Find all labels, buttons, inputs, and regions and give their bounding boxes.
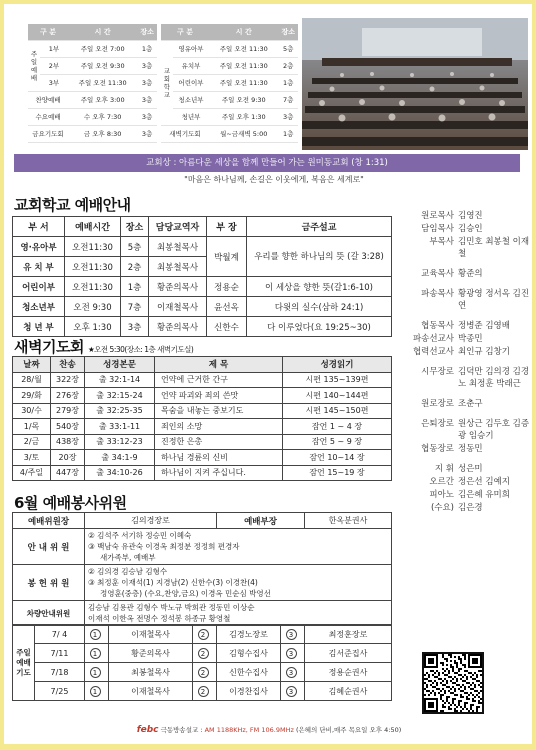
dawn-title: 진정한 은총: [155, 434, 283, 450]
staff-gap: [404, 359, 530, 366]
dawn-row: [13, 465, 392, 481]
school-cat: 어린이부: [173, 74, 209, 91]
offering-line: ② 김의경 김승남 김형수: [88, 567, 168, 576]
slot-number-circle: 2: [198, 667, 209, 678]
school-pastor: 최봉철목사: [149, 237, 207, 257]
prayer-slot-number: [281, 682, 305, 701]
guide-line: 새가족부, 예배부: [100, 553, 156, 562]
church-motto-banner: 교회상 : 아름다운 세상을 함께 만들어 가는 원미동교회 (창 1:31): [14, 154, 520, 172]
worship-time: 주일 오전 11:30: [68, 74, 137, 91]
staff-role: 파송선교사: [412, 334, 454, 344]
slot-number-circle: 1: [90, 629, 101, 640]
staff-entry: [404, 489, 530, 501]
staff-entry: [404, 476, 530, 488]
dawn-header-reading: 성경읽기: [283, 357, 392, 373]
committee-table: [12, 512, 392, 626]
worship-cat: 수요예배: [28, 108, 68, 125]
offering-label: 봉 헌 위 원: [13, 565, 85, 601]
worship-place: 3층: [137, 57, 157, 74]
staff-gap: [404, 261, 530, 268]
dawn-reading: 잠언 10~14 장: [283, 450, 392, 466]
guide-line: ③ 백남숙 유관숙 이경옥 최정분 정정희 편경자: [88, 542, 240, 551]
offering-members: [85, 565, 392, 601]
staff-role: 협력선교사: [412, 347, 454, 357]
staff-entry: [404, 288, 530, 312]
vehicle-label: 차량안내위원: [13, 601, 85, 626]
staff-role: 원로목사: [421, 211, 454, 221]
school-cat: 청년부: [173, 108, 209, 125]
church-slogan: "마음은 하나님께, 손길은 이웃에게, 복음은 세계로": [184, 175, 364, 184]
staff-role: 담임목사: [421, 224, 454, 234]
worship-times-table: [28, 24, 298, 143]
worship-time: 수 오후 7:30: [68, 108, 137, 125]
school-time: 주일 오전 11:30: [209, 57, 278, 74]
dawn-reading: 잠언 1 ~ 4 장: [283, 419, 392, 435]
school-time: 주일 오전 11:30: [209, 74, 278, 91]
worship-time-row: [28, 40, 298, 57]
slot-number-circle: 2: [198, 686, 209, 697]
school-place: 3층: [121, 317, 149, 337]
prayer-slot-number: [85, 663, 109, 682]
staff-names: 김덕만 김의경 김경노 최정훈 박래근: [458, 367, 530, 389]
dawn-hymn: 447장: [51, 465, 85, 481]
staff-role: 지 휘: [434, 464, 454, 474]
slot-number-circle: 1: [90, 648, 101, 659]
prayer-date: 7/18: [35, 663, 85, 682]
staff-role: 교육목사: [421, 269, 454, 279]
wt-header-place-right: 장소: [278, 24, 298, 40]
staff-gap: [404, 281, 530, 288]
chair-name: 김의경장로: [85, 513, 217, 529]
prayer-slot-number: [85, 625, 109, 644]
staff-names: 황준의: [458, 269, 483, 279]
guide-line: ② 김석주 서기하 정승민 이혜숙: [88, 531, 192, 540]
staff-entry: [404, 418, 530, 442]
dawn-text: 출 32:1-14: [85, 372, 155, 388]
staff-names: 최인규 김창기: [458, 347, 510, 357]
staff-names: 정동민: [458, 444, 483, 454]
worship-time: 주일 오전 7:00: [68, 40, 137, 57]
prayer-person: 이경찬집사: [217, 682, 281, 701]
dawn-section-note: ★오전 5:30(장소: 1층 새벽기도실): [87, 345, 194, 354]
staff-names: 원상근 김두호 김증광 임승기: [458, 419, 530, 441]
guide-members: [85, 529, 392, 565]
slot-number-circle: 1: [90, 667, 101, 678]
school-dept: 청소년부: [13, 297, 65, 317]
staff-names: 김은경: [458, 503, 483, 513]
dawn-date: 1/목: [13, 419, 51, 435]
column-gap: [157, 74, 161, 91]
staff-entry: [404, 502, 530, 514]
school-place: 3층: [278, 108, 298, 125]
staff-role: 은퇴장로: [421, 419, 454, 429]
worship-time: 금 오후 8:30: [68, 125, 137, 142]
dawn-header-hymn: 찬송: [51, 357, 85, 373]
staff-entry: [404, 223, 530, 235]
dawn-reading: 잠언 15~19 장: [283, 465, 392, 481]
dawn-reading: 시편 140~144편: [283, 388, 392, 404]
school-dept: 유 치 부: [13, 257, 65, 277]
worship-place: 1층: [137, 40, 157, 57]
school-row: [13, 277, 392, 297]
dawn-hymn: 20장: [51, 450, 85, 466]
worship-time-row: [28, 125, 298, 142]
staff-names: 김승인: [458, 224, 483, 234]
school-pastor: 황준의목사: [149, 277, 207, 297]
school-header-pastor: 담당교역자: [149, 217, 207, 237]
dawn-row: [13, 419, 392, 435]
staff-gap: [404, 456, 530, 463]
dawn-text: 출 32:25-35: [85, 403, 155, 419]
staff-role: (수요): [430, 503, 454, 513]
school-pastor: 최봉철목사: [149, 257, 207, 277]
worship-time: 주일 오전 9:30: [68, 57, 137, 74]
dawn-hymn: 438장: [51, 434, 85, 450]
dawn-text: 출 33:1-11: [85, 419, 155, 435]
staff-names: 김영진: [458, 211, 483, 221]
school-time: 오전11:30: [65, 257, 121, 277]
prayer-row: [13, 625, 392, 644]
slot-number-circle: 1: [90, 686, 101, 697]
school-dept: 어린이부: [13, 277, 65, 297]
school-place: 7층: [278, 91, 298, 108]
footer-label: 극동방송설교 :: [160, 726, 205, 734]
worship-place: 3층: [137, 108, 157, 125]
school-place: 1층: [278, 125, 298, 142]
school-header-head: 부 장: [207, 217, 247, 237]
staff-gap: [404, 391, 530, 398]
prayer-person: 황준의목사: [109, 644, 193, 663]
staff-role: 원로장로: [421, 399, 454, 409]
prayer-row: [13, 644, 392, 663]
dawn-date: 4/주일: [13, 465, 51, 481]
prayer-person: 최봉철목사: [109, 663, 193, 682]
school-sermon: 다윗의 실수(삼하 24:1): [247, 297, 392, 317]
prayer-label: 주일 예배 기도: [13, 625, 35, 701]
school-place: 2층: [278, 57, 298, 74]
staff-entry: [404, 268, 530, 280]
staff-role: 협동장로: [421, 444, 454, 454]
staff-gap: [404, 411, 530, 418]
dawn-date: 28/월: [13, 372, 51, 388]
vehicle-members: [85, 601, 392, 626]
staff-entry: [404, 463, 530, 475]
slot-number-circle: 3: [286, 629, 297, 640]
vice-name: 한옥분권사: [305, 513, 392, 529]
school-place: 5층: [278, 40, 298, 57]
worship-cat: 2부: [40, 57, 68, 74]
dawn-row: [13, 388, 392, 404]
dawn-header-date: 날짜: [13, 357, 51, 373]
school-cat: 영유아부: [173, 40, 209, 57]
school-pastor: 이재철목사: [149, 297, 207, 317]
group-label-church-school: 교회학교: [161, 40, 173, 125]
footer-frequency: AM 1188KHz, FM 106.9MHz: [204, 726, 294, 734]
prayer-slot-number: [193, 644, 217, 663]
worship-place: 3층: [137, 125, 157, 142]
staff-gap: [404, 313, 530, 320]
worship-cat: 찬양예배: [28, 91, 68, 108]
dawn-section-heading: [14, 336, 193, 357]
staff-entry: [404, 333, 530, 345]
staff-role: 파송목사: [421, 289, 454, 299]
school-row: [13, 297, 392, 317]
dawn-text: 출 33:12-23: [85, 434, 155, 450]
dawn-hymn: 276장: [51, 388, 85, 404]
slot-number-circle: 3: [286, 686, 297, 697]
committee-section-title: 6월 예배봉사위원: [14, 494, 127, 512]
dawn-hymn: 540장: [51, 419, 85, 435]
wt-header-cat-right: 구 분: [161, 24, 209, 40]
prayer-slot-number: [281, 663, 305, 682]
vice-label: 예배부장: [217, 513, 305, 529]
top-section: [4, 4, 532, 154]
dawn-row: [13, 434, 392, 450]
column-gap: [157, 57, 161, 74]
prayer-slot-number: [193, 625, 217, 644]
febc-logo: febc: [136, 725, 159, 735]
worship-cat: 금요기도회: [28, 125, 68, 142]
prayer-row: [13, 663, 392, 682]
school-head: 박월계: [207, 237, 247, 277]
school-place: 2층: [121, 257, 149, 277]
prayer-person: 이재철목사: [109, 625, 193, 644]
dawn-row: [13, 450, 392, 466]
prayer-slot-number: [85, 682, 109, 701]
worship-cat: 3부: [40, 74, 68, 91]
group-label-main-worship: 주일예배: [28, 40, 40, 91]
prayer-slot-number: [281, 644, 305, 663]
vehicle-line: 이재석 이한옥 전명수 정석봉 하종규 황영철: [88, 614, 231, 623]
column-gap: [157, 91, 161, 108]
school-head: 윤선옥: [207, 297, 247, 317]
staff-role: 피아노: [429, 490, 454, 500]
school-time: 월~금새벽 5:00: [209, 125, 278, 142]
dawn-row: [13, 372, 392, 388]
school-place: 5층: [121, 237, 149, 257]
staff-entry: [404, 320, 530, 332]
school-table: [12, 216, 392, 337]
school-time: 오전11:30: [65, 277, 121, 297]
slot-number-circle: 3: [286, 667, 297, 678]
school-place: 1층: [278, 74, 298, 91]
school-place: 7층: [121, 297, 149, 317]
staff-entry: [404, 236, 530, 260]
dawn-reading: 시편 145~150편: [283, 403, 392, 419]
wt-header-time-right: 시 간: [209, 24, 278, 40]
school-header-time: 예배시간: [65, 217, 121, 237]
dawn-text: 출 34:10-26: [85, 465, 155, 481]
staff-entry: [404, 210, 530, 222]
school-time: 주일 오전 9:30: [209, 91, 278, 108]
school-sermon: 우리를 향한 하나님의 뜻 (갈 3:28): [247, 237, 392, 277]
chair-label: 예배위원장: [13, 513, 85, 529]
school-time: 주일 오후 1:30: [209, 108, 278, 125]
wt-header-cat-left: 구 분: [28, 24, 68, 40]
prayer-table: [12, 624, 392, 701]
school-pastor: 황준의목사: [149, 317, 207, 337]
dawn-date: 3/토: [13, 450, 51, 466]
slot-number-circle: 3: [286, 648, 297, 659]
prayer-slot-number: [85, 644, 109, 663]
prayer-person: 최정훈장로: [305, 625, 392, 644]
worship-cat: 1부: [40, 40, 68, 57]
prayer-person: 이재철목사: [109, 682, 193, 701]
offering-line: ③ 최정훈 이재석(1) 지경남(2) 신한수(3) 이경찬(4): [88, 578, 258, 587]
dawn-title: 목숨을 내놓는 중보기도: [155, 403, 283, 419]
bulletin-page: [4, 4, 532, 744]
dawn-reading: 시편 135~139편: [283, 372, 392, 388]
sanctuary-photo: [302, 18, 528, 150]
staff-role: 부목사: [429, 237, 454, 247]
slot-number-circle: 2: [198, 648, 209, 659]
staff-role: 오르간: [429, 477, 454, 487]
school-section-title: 교회학교 예배안내: [14, 196, 131, 214]
staff-entry: [404, 398, 530, 410]
school-row: [13, 317, 392, 337]
dawn-title: 하나님이 지켜 주십니다.: [155, 465, 283, 481]
school-dept: 영·유아부: [13, 237, 65, 257]
dawn-hymn: 279장: [51, 403, 85, 419]
school-head: 정용순: [207, 277, 247, 297]
prayer-slot-number: [281, 625, 305, 644]
dawn-date: 29/화: [13, 388, 51, 404]
school-time: 주일 오전 11:30: [209, 40, 278, 57]
staff-entry: [404, 443, 530, 455]
dawn-row: [13, 403, 392, 419]
footer: [124, 725, 414, 735]
dawn-text: 출 34:1-9: [85, 450, 155, 466]
wt-header-time-left: 시 간: [68, 24, 137, 40]
dawn-title: 언약 파괴와 죄의 쓴맛: [155, 388, 283, 404]
worship-place: 3층: [137, 91, 157, 108]
dawn-header-text: 성경본문: [85, 357, 155, 373]
qr-code[interactable]: [422, 652, 484, 714]
prayer-date: 7/25: [35, 682, 85, 701]
school-time: 오전 9:30: [65, 297, 121, 317]
dawn-title: 언약에 근거한 간구: [155, 372, 283, 388]
school-cat: 새벽기도회: [161, 125, 209, 142]
staff-entry: [404, 346, 530, 358]
dawn-prayer-table: [12, 356, 392, 481]
staff-names: 조춘구: [458, 399, 483, 409]
school-time: 오후 1:30: [65, 317, 121, 337]
slot-number-circle: 2: [198, 629, 209, 640]
school-time: 오전11:30: [65, 237, 121, 257]
staff-role: 시무장로: [421, 367, 454, 377]
school-header-sermon: 금주설교: [247, 217, 392, 237]
prayer-person: 김형수집사: [217, 644, 281, 663]
prayer-person: 김경노장로: [217, 625, 281, 644]
dawn-reading: 잠언 5 ~ 9 장: [283, 434, 392, 450]
staff-names: 정병준 김영배: [458, 321, 510, 331]
staff-role: 협동목사: [421, 321, 454, 331]
staff-names: 김은혜 유미희: [458, 490, 510, 500]
prayer-row: [13, 682, 392, 701]
school-cat: 유치부: [173, 57, 209, 74]
prayer-person: 김서준집사: [305, 644, 392, 663]
dawn-title: 죄인의 소망: [155, 419, 283, 435]
dawn-title: 하나님 경륜의 신비: [155, 450, 283, 466]
vehicle-line: 김승남 김용관 김형수 박노규 박희관 정동민 이상순: [88, 603, 255, 612]
school-row: [13, 237, 392, 257]
staff-names: 정은선 김예지: [458, 477, 510, 487]
footer-schedule: (은혜의 단비,매주 목요일 오후 4:50): [293, 726, 402, 734]
dawn-text: 출 32:15-24: [85, 388, 155, 404]
worship-time: 주일 오후 3:00: [68, 91, 137, 108]
wt-header-place-left: 장소: [137, 24, 157, 40]
school-sermon: 다 이루었다(요 19:25~30): [247, 317, 392, 337]
school-place: 1층: [121, 277, 149, 297]
guide-label: 안 내 위 원: [13, 529, 85, 565]
dawn-hymn: 322장: [51, 372, 85, 388]
worship-place: 3층: [137, 74, 157, 91]
prayer-date: 7/11: [35, 644, 85, 663]
staff-entry: [404, 366, 530, 390]
staff-list: [404, 210, 530, 515]
offering-line: 정영훈(중층) (수요,찬양,금요) 이경옥 민순심 박영선: [100, 589, 271, 598]
prayer-person: 김혜순권사: [305, 682, 392, 701]
dawn-date: 2/금: [13, 434, 51, 450]
school-sermon: 이 세상을 향한 뜻(갈1:6-10): [247, 277, 392, 297]
prayer-person: 신한수집사: [217, 663, 281, 682]
school-head: 신한수: [207, 317, 247, 337]
staff-names: 김민호 최봉철 이재철: [458, 237, 530, 259]
school-header-dept: 부 서: [13, 217, 65, 237]
school-cat: 청소년부: [173, 91, 209, 108]
prayer-slot-number: [193, 663, 217, 682]
prayer-date: 7/ 4: [35, 625, 85, 644]
school-dept: 청 년 부: [13, 317, 65, 337]
dawn-header-title: 제 목: [155, 357, 283, 373]
prayer-slot-number: [193, 682, 217, 701]
staff-names: 박종민: [458, 334, 483, 344]
prayer-person: 정용순권사: [305, 663, 392, 682]
staff-names: 성은미: [458, 464, 483, 474]
dawn-section-title: 새벽기도회: [14, 338, 84, 356]
column-gap: [157, 108, 161, 125]
staff-names: 황광영 정서옥 김진연: [458, 289, 530, 311]
dawn-date: 30/수: [13, 403, 51, 419]
school-header-place: 장소: [121, 217, 149, 237]
